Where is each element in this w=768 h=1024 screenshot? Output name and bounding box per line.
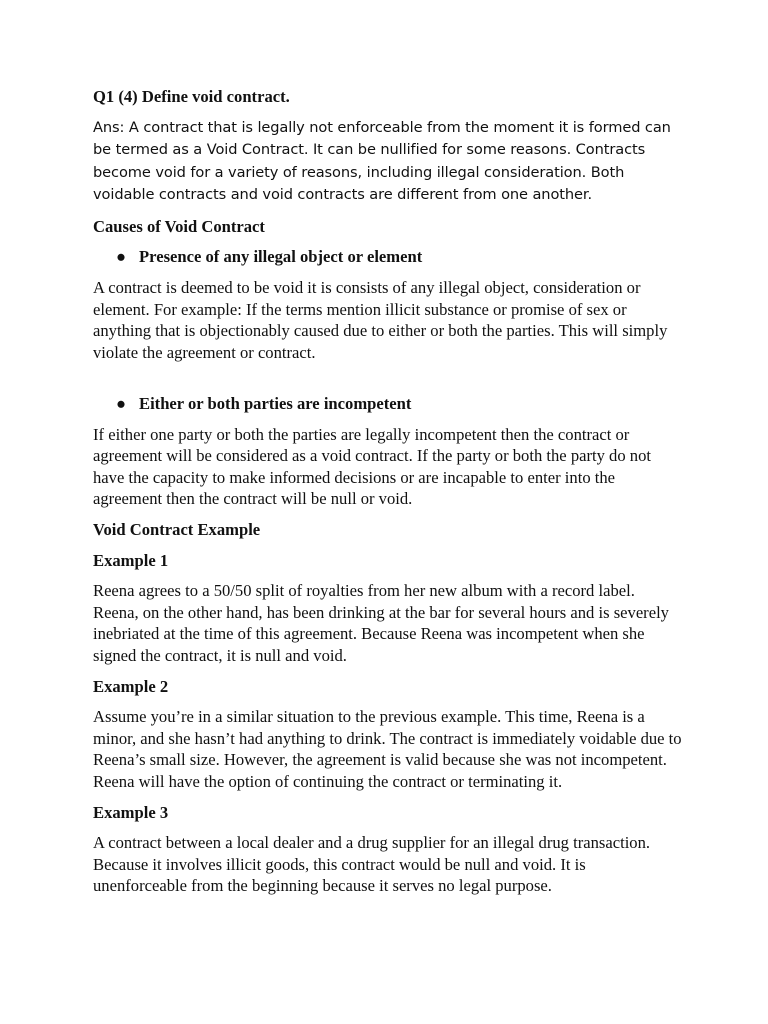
bullet-item-illegal-object <box>93 246 683 268</box>
example-3-title: Example 3 <box>93 802 169 822</box>
bullet-dot-icon: ● <box>116 393 127 413</box>
example-1-title: Example 1 <box>93 550 169 570</box>
answer-paragraph: Ans: A contract that is legally not enforceable from the moment it is formed can be termed as a Void Contract. It can be nullified for some reasons. Contracts become void for a variety of reasons, including illegal consideration. Both voidable contracts and void contracts are different from one another. <box>93 119 671 204</box>
example-2-paragraph: Assume you’re in a similar situation to the previous example. This time, Reena is a minor, and she hasn’t had anything to drink. The contract is immediately voidable due to Reena’s small size. However, the agreement is valid because she was not incompetent. Reena will have the option of continuing the contract or terminating it. <box>93 707 682 791</box>
bullet-title: Either or both parties are incompetent <box>139 393 412 413</box>
example-3-paragraph: A contract between a local dealer and a drug supplier for an illegal drug transaction. Because it involves illicit goods, this contract would be null and void. It is unenforceable from the beginning because it serves no legal purpose. <box>93 833 651 896</box>
cause-paragraph-illegal-object: A contract is deemed to be void it is consists of any illegal object, consideration or element. For example: If the terms mention illicit substance or promise of sex or anything that is objectionably caused due to either or both the parties. This will simply violate the agreement or contract. <box>93 278 668 362</box>
example-1-paragraph: Reena agrees to a 50/50 split of royalties from her new album with a record label. Reena, on the other hand, has been drinking at the bar for several hours and is severely inebriated at the time of this agreement. Because Reena was incompetent when she signed the contract, it is null and void. <box>93 581 669 665</box>
document-page <box>93 86 683 897</box>
question-title: Q1 (4) Define void contract. <box>93 87 290 106</box>
bullet-item-incompetent-parties <box>93 393 683 415</box>
bullet-title: Presence of any illegal object or element <box>139 247 423 267</box>
examples-heading: Void Contract Example <box>93 519 261 539</box>
bullet-dot-icon: ● <box>116 247 127 267</box>
cause-paragraph-incompetent-parties: If either one party or both the parties are legally incompetent then the contract or agreement will be considered as a void contract. If the party or both the party do not have the capacity to make informed decisions or are incapable to enter into the agreement then the contract will be null or void. <box>93 424 652 509</box>
causes-heading: Causes of Void Contract <box>93 216 265 236</box>
example-2-title: Example 2 <box>93 676 169 696</box>
